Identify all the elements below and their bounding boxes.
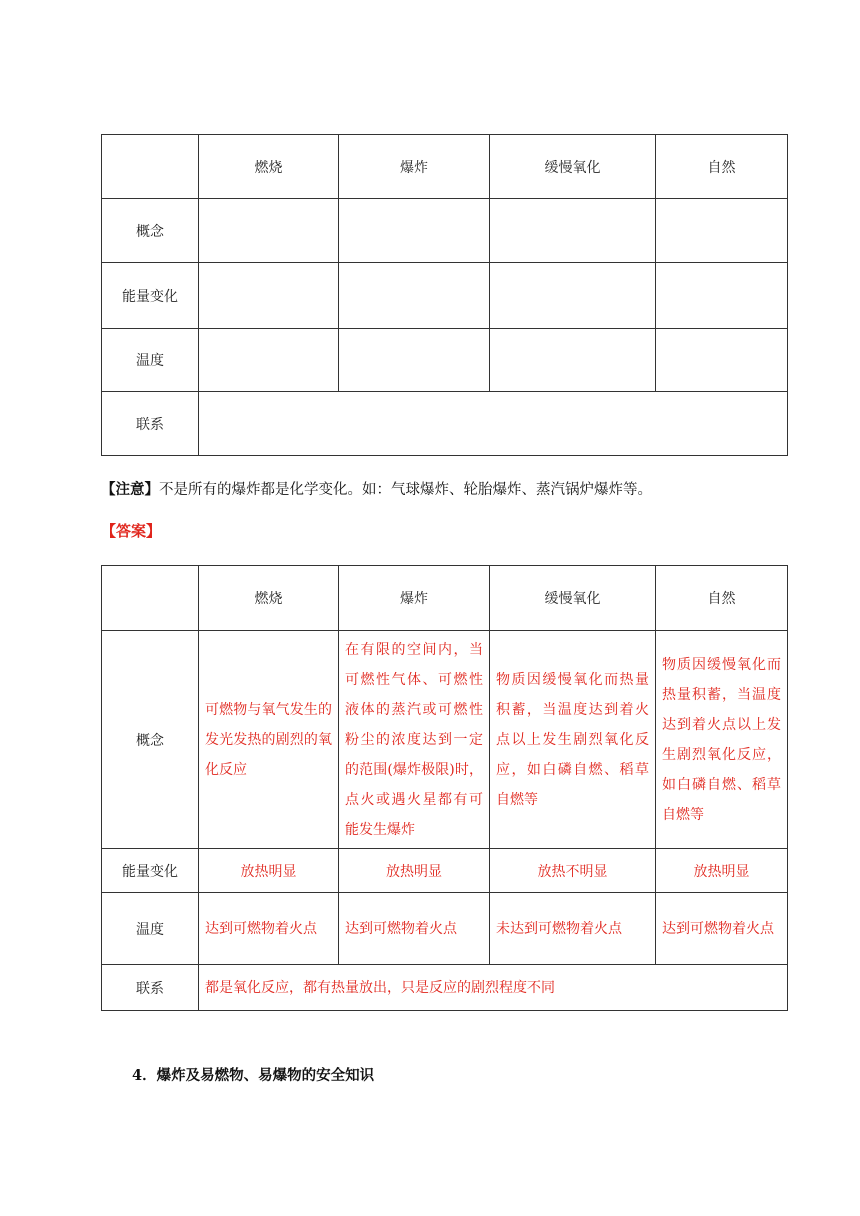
row-label: 概念 xyxy=(102,199,199,263)
header-empty-cell xyxy=(102,135,199,199)
row-label: 温度 xyxy=(102,329,199,392)
blank-cell xyxy=(656,199,788,263)
blank-cell xyxy=(199,329,339,392)
blank-cell xyxy=(656,263,788,329)
header-cell: 自然 xyxy=(656,135,788,199)
blank-cell xyxy=(339,199,490,263)
row-label: 能量变化 xyxy=(102,849,199,893)
answer-cell: 达到可燃物着火点 xyxy=(656,893,788,965)
table-row xyxy=(102,849,788,893)
blank-cell xyxy=(656,329,788,392)
table-row xyxy=(102,631,788,849)
answer-cell: 放热不明显 xyxy=(490,849,656,893)
note-prefix: 【注意】 xyxy=(101,481,159,498)
row-label: 联系 xyxy=(102,392,199,456)
section-heading: 4．爆炸及易燃物、易爆物的安全知识 xyxy=(132,1067,375,1084)
table-row xyxy=(102,263,788,329)
blank-cell xyxy=(199,199,339,263)
answer-cell: 物质因缓慢氧化而热量积蓄，当温度达到着火点以上发生剧烈氧化反应，如白磷自燃、稻草自燃等 xyxy=(656,631,788,849)
row-label: 概念 xyxy=(102,631,199,849)
table-row xyxy=(102,965,788,1011)
answer-merged-cell: 都是氧化反应，都有热量放出，只是反应的剧烈程度不同 xyxy=(199,965,788,1011)
table-row xyxy=(102,893,788,965)
header-cell: 缓慢氧化 xyxy=(490,135,656,199)
header-cell: 爆炸 xyxy=(339,135,490,199)
table-header-row xyxy=(102,135,788,199)
header-empty-cell xyxy=(102,566,199,631)
table-row xyxy=(102,392,788,456)
table-row xyxy=(102,329,788,392)
blank-merged-cell xyxy=(199,392,788,456)
answer-cell: 物质因缓慢氧化而热量积蓄，当温度达到着火点以上发生剧烈氧化反应，如白磷自燃、稻草自燃等 xyxy=(490,631,656,849)
answer-cell: 达到可燃物着火点 xyxy=(199,893,339,965)
header-cell: 缓慢氧化 xyxy=(490,566,656,631)
answer-cell: 在有限的空间内，当可燃性气体、可燃性液体的蒸汽或可燃性粉尘的浓度达到一定的范围(爆炸极限)时，点火或遇火星都有可能发生爆炸 xyxy=(339,631,490,849)
answer-cell: 未达到可燃物着火点 xyxy=(490,893,656,965)
row-label: 温度 xyxy=(102,893,199,965)
header-cell: 爆炸 xyxy=(339,566,490,631)
note-text: 不是所有的爆炸都是化学变化。如：气球爆炸、轮胎爆炸、蒸汽锅炉爆炸等。 xyxy=(159,482,652,498)
header-cell: 自然 xyxy=(656,566,788,631)
answer-cell: 放热明显 xyxy=(656,849,788,893)
blank-cell xyxy=(339,329,490,392)
blank-cell xyxy=(490,199,656,263)
answer-cell: 达到可燃物着火点 xyxy=(339,893,490,965)
blank-cell xyxy=(490,329,656,392)
header-cell: 燃烧 xyxy=(199,566,339,631)
header-cell: 燃烧 xyxy=(199,135,339,199)
table-header-row xyxy=(102,566,788,631)
answer-heading: 【答案】 xyxy=(101,522,162,540)
blank-comparison-table xyxy=(101,134,788,456)
note-paragraph xyxy=(101,478,652,499)
blank-cell xyxy=(490,263,656,329)
blank-cell xyxy=(339,263,490,329)
answer-cell: 放热明显 xyxy=(339,849,490,893)
answer-cell: 可燃物与氧气发生的发光发热的剧烈的氧化反应 xyxy=(199,631,339,849)
blank-cell xyxy=(199,263,339,329)
row-label: 能量变化 xyxy=(102,263,199,329)
table-row xyxy=(102,199,788,263)
answer-comparison-table xyxy=(101,565,788,1011)
answer-cell: 放热明显 xyxy=(199,849,339,893)
row-label: 联系 xyxy=(102,965,199,1011)
